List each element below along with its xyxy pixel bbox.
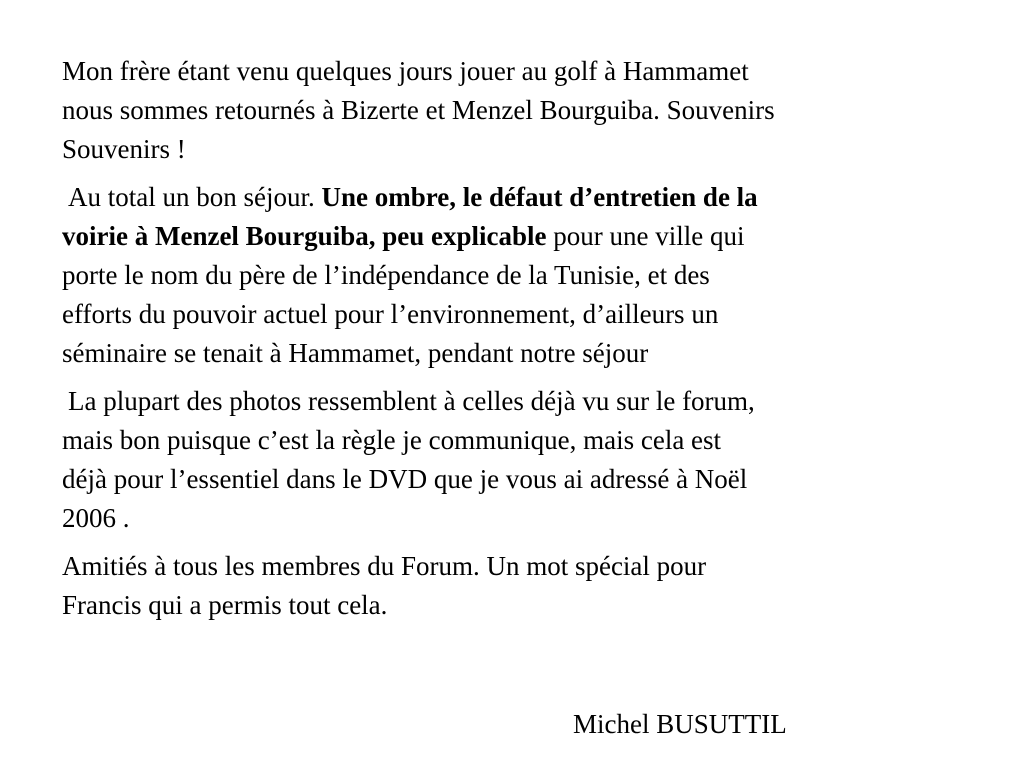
paragraph-stay-summary [62, 178, 967, 373]
paragraph-greetings [62, 547, 967, 625]
continuation-text: pour une ville qui [553, 221, 745, 251]
text-line: séminaire se tenait à Hammamet, pendant notre séjour [62, 338, 649, 368]
text-line: nous sommes retournés à Bizerte et Menzel Bourguiba. Souvenirs [62, 95, 775, 125]
text-line: Mon frère étant venu quelques jours jouer au golf à Hammamet [62, 56, 749, 86]
text-line: Souvenirs ! [62, 134, 186, 164]
text-line: efforts du pouvoir actuel pour l’environnement, d’ailleurs un [62, 299, 719, 329]
text-line: porte le nom du père de l’indépendance de la Tunisie, et des [62, 260, 710, 290]
signature: Michel BUSUTTIL [573, 709, 787, 739]
text-line: Amitiés à tous les membres du Forum. Un mot spécial pour [62, 551, 707, 581]
text-line: déjà pour l’essentiel dans le DVD que je vous ai adressé à Noël [62, 464, 748, 494]
text-line: La plupart des photos ressemblent à celles déjà vu sur le forum, [68, 386, 755, 416]
paragraph-golf-trip [62, 52, 967, 169]
text-line [68, 178, 967, 217]
text-line: mais bon puisque c’est la règle je communique, mais cela est [62, 425, 722, 455]
text-line [62, 217, 967, 256]
emphasis-text: voirie à Menzel Bourguiba, peu explicable [62, 221, 547, 251]
text-line: 2006 . [62, 503, 130, 533]
emphasis-text: Une ombre, le défaut d’entretien de la [321, 182, 758, 212]
text-line: Francis qui a permis tout cela. [62, 590, 388, 620]
intro-text: Au total un bon séjour. [68, 182, 315, 212]
letter-body [62, 52, 967, 634]
paragraph-photos [62, 382, 967, 538]
